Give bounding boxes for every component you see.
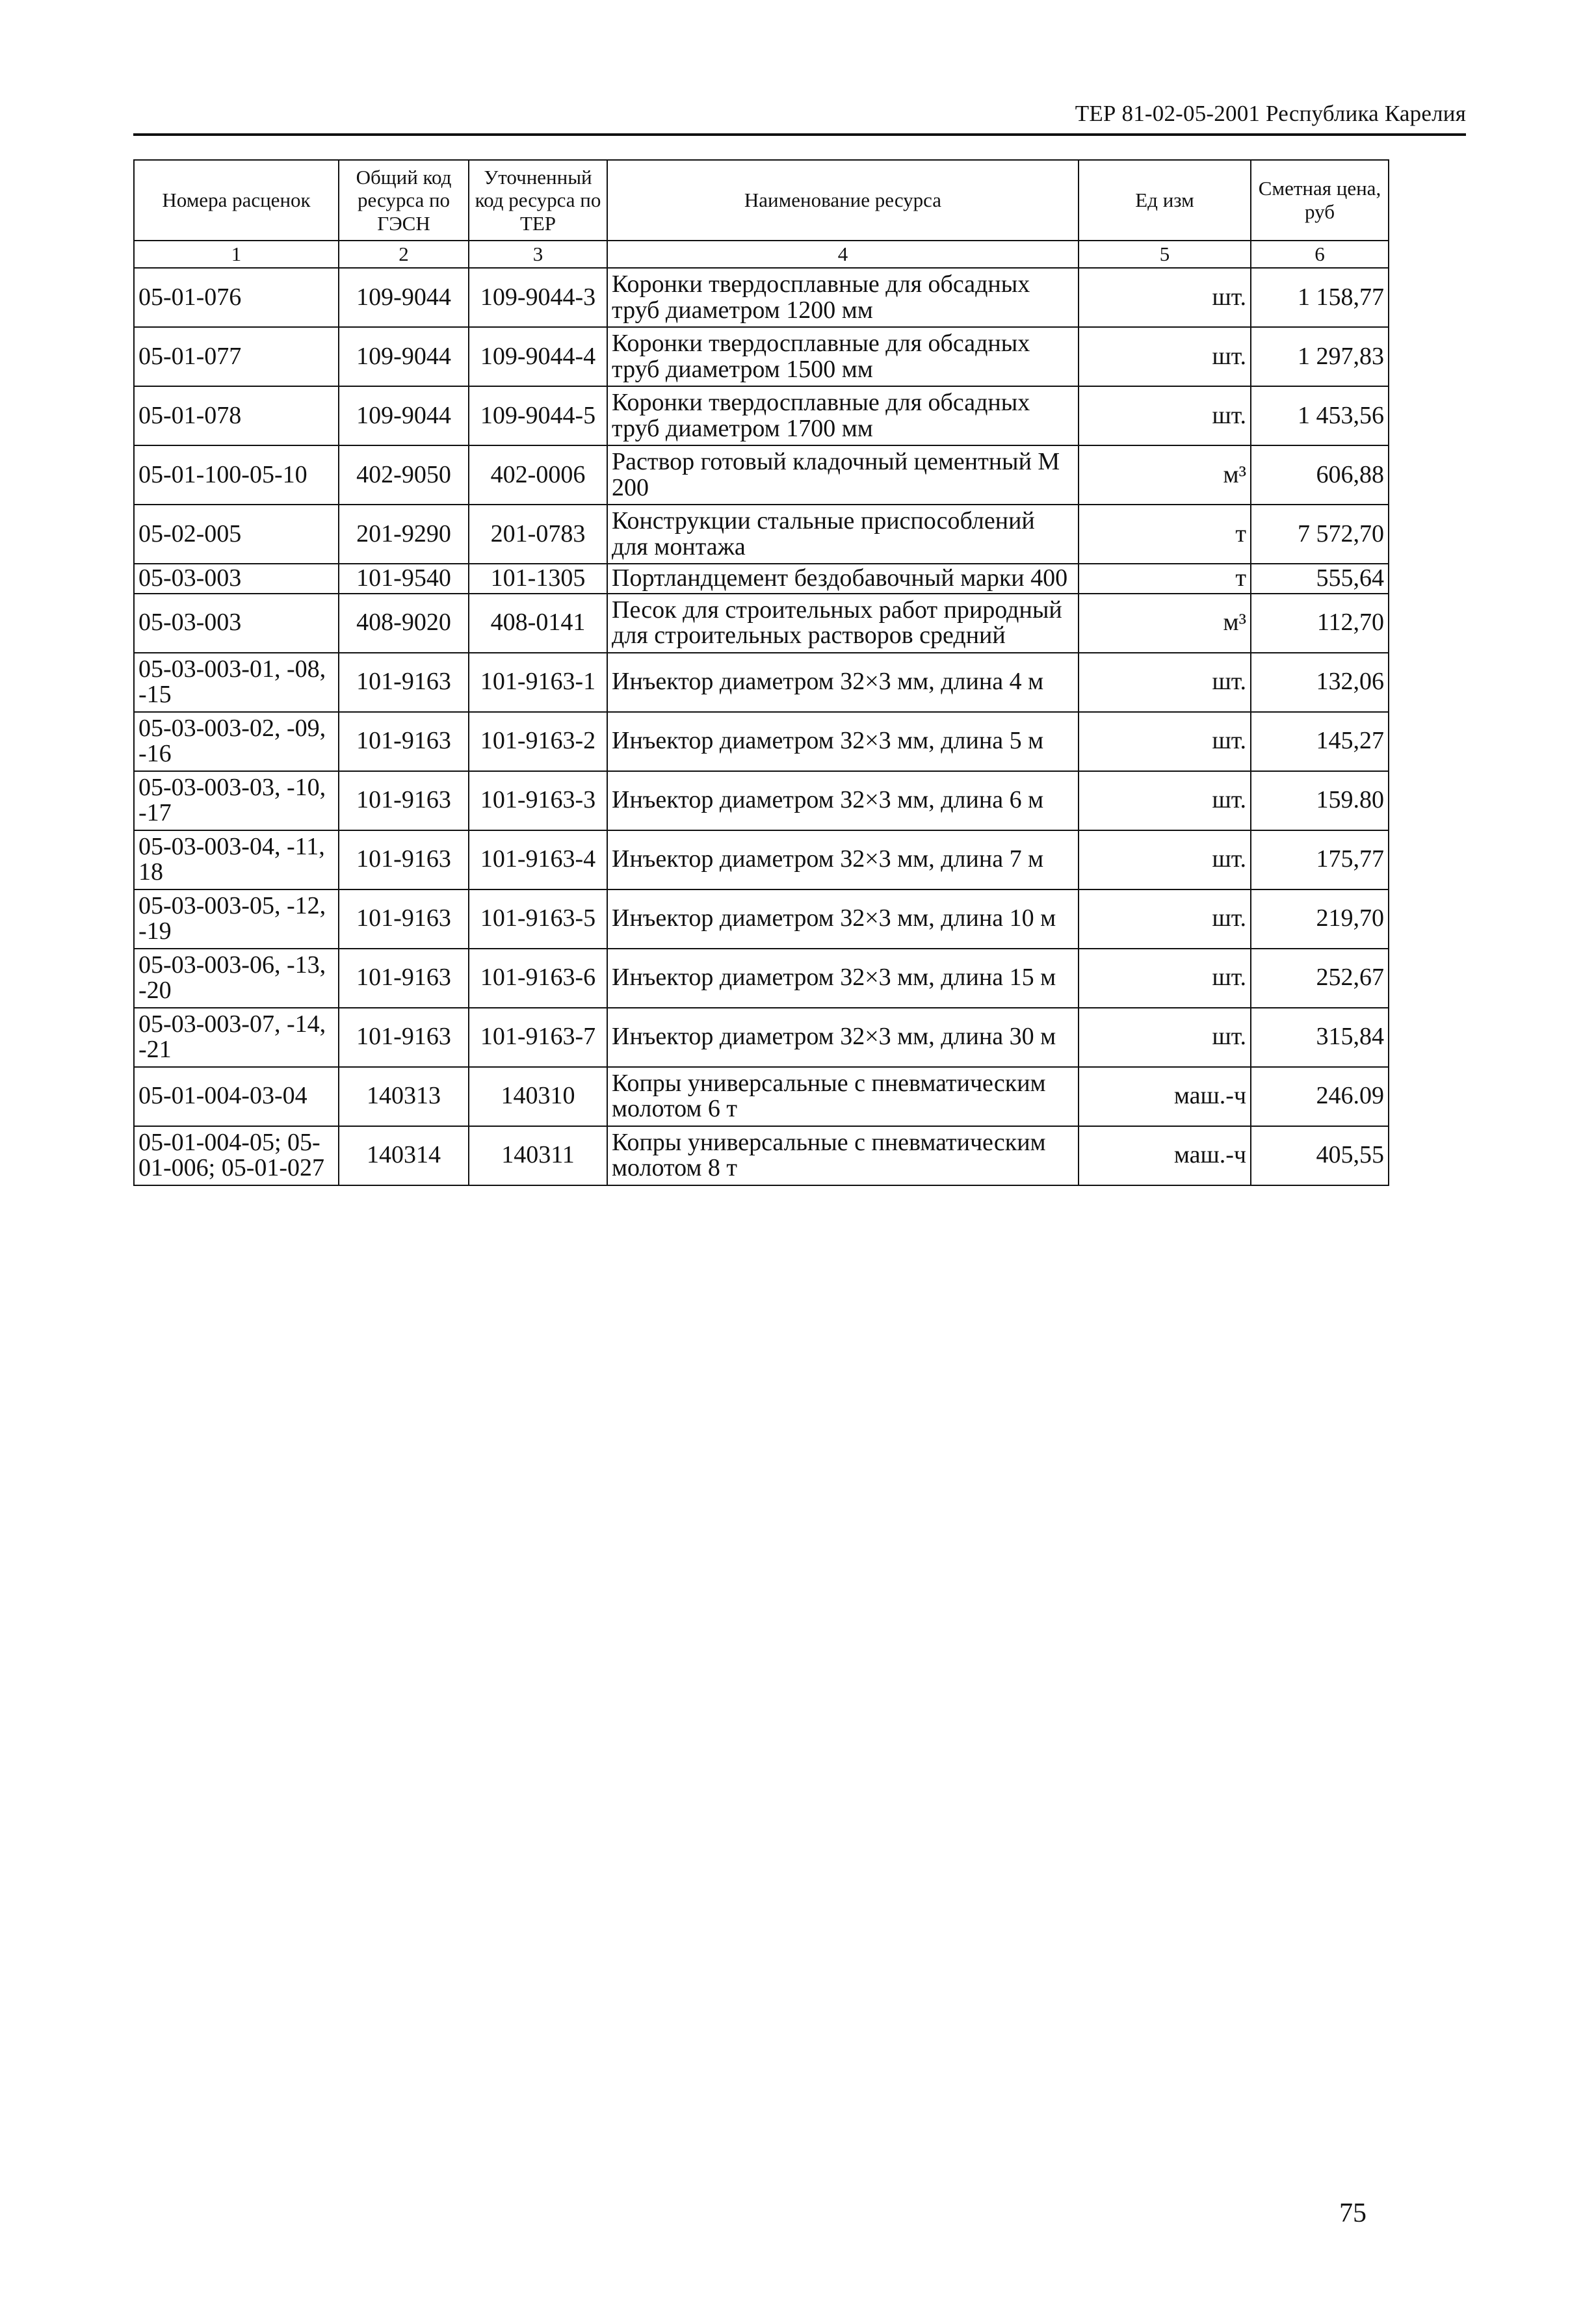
column-number: 6 bbox=[1251, 241, 1389, 268]
resource-name-cell: Коронки твердосплавные для обсадных труб диаметром 1700 мм bbox=[607, 386, 1079, 445]
price-cell: 145,27 bbox=[1251, 712, 1389, 771]
header-divider bbox=[133, 133, 1466, 136]
rate-code-cell: 05-01-004-03-04 bbox=[134, 1067, 339, 1126]
column-header: Наименование ресурса bbox=[607, 160, 1079, 241]
unit-cell: шт. bbox=[1079, 268, 1251, 327]
unit-cell: шт. bbox=[1079, 1008, 1251, 1067]
rate-code-cell: 05-03-003-05, -12, -19 bbox=[134, 889, 339, 949]
table-row bbox=[134, 830, 1389, 889]
gesn-code-cell: 408-9020 bbox=[339, 594, 469, 653]
ter-code-cell: 101-9163-4 bbox=[469, 830, 607, 889]
unit-cell: шт. bbox=[1079, 653, 1251, 712]
unit-cell: шт. bbox=[1079, 712, 1251, 771]
rate-code-cell: 05-03-003-01, -08, -15 bbox=[134, 653, 339, 712]
table-row bbox=[134, 712, 1389, 771]
table-row bbox=[134, 268, 1389, 327]
gesn-code-cell: 109-9044 bbox=[339, 268, 469, 327]
unit-cell: шт. bbox=[1079, 949, 1251, 1008]
column-number-row bbox=[134, 241, 1389, 268]
gesn-code-cell: 109-9044 bbox=[339, 386, 469, 445]
price-cell: 7 572,70 bbox=[1251, 505, 1389, 564]
gesn-code-cell: 101-9163 bbox=[339, 771, 469, 830]
rate-code-cell: 05-03-003 bbox=[134, 594, 339, 653]
rate-code-cell: 05-03-003-06, -13, -20 bbox=[134, 949, 339, 1008]
table-row bbox=[134, 327, 1389, 386]
table-row bbox=[134, 889, 1389, 949]
gesn-code-cell: 101-9163 bbox=[339, 889, 469, 949]
gesn-code-cell: 402-9050 bbox=[339, 445, 469, 505]
table-row bbox=[134, 1126, 1389, 1185]
price-cell: 1 453,56 bbox=[1251, 386, 1389, 445]
price-cell: 112,70 bbox=[1251, 594, 1389, 653]
price-cell: 159.80 bbox=[1251, 771, 1389, 830]
unit-cell: шт. bbox=[1079, 386, 1251, 445]
rate-code-cell: 05-01-076 bbox=[134, 268, 339, 327]
ter-code-cell: 101-9163-7 bbox=[469, 1008, 607, 1067]
rate-code-cell: 05-02-005 bbox=[134, 505, 339, 564]
table-row bbox=[134, 594, 1389, 653]
resources-table bbox=[133, 159, 1389, 1186]
rate-code-cell: 05-03-003-02, -09, -16 bbox=[134, 712, 339, 771]
resource-name-cell: Раствор готовый кладочный цементный М 200 bbox=[607, 445, 1079, 505]
price-cell: 132,06 bbox=[1251, 653, 1389, 712]
gesn-code-cell: 140313 bbox=[339, 1067, 469, 1126]
price-cell: 405,55 bbox=[1251, 1126, 1389, 1185]
ter-code-cell: 101-9163-5 bbox=[469, 889, 607, 949]
column-header: Сметная цена, руб bbox=[1251, 160, 1389, 241]
ter-code-cell: 101-1305 bbox=[469, 564, 607, 594]
ter-code-cell: 101-9163-6 bbox=[469, 949, 607, 1008]
table-row bbox=[134, 1067, 1389, 1126]
price-cell: 175,77 bbox=[1251, 830, 1389, 889]
column-header: Общий код ресурса по ГЭСН bbox=[339, 160, 469, 241]
resource-name-cell: Копры универсальные с пневматическим молотом 8 т bbox=[607, 1126, 1079, 1185]
resource-name-cell: Инъектор диаметром 32×3 мм, длина 10 м bbox=[607, 889, 1079, 949]
unit-cell: шт. bbox=[1079, 830, 1251, 889]
ter-code-cell: 109-9044-3 bbox=[469, 268, 607, 327]
table-row bbox=[134, 505, 1389, 564]
ter-code-cell: 201-0783 bbox=[469, 505, 607, 564]
resource-name-cell: Коронки твердосплавные для обсадных труб диаметром 1200 мм bbox=[607, 268, 1079, 327]
resource-name-cell: Инъектор диаметром 32×3 мм, длина 30 м bbox=[607, 1008, 1079, 1067]
price-cell: 219,70 bbox=[1251, 889, 1389, 949]
unit-cell: м³ bbox=[1079, 445, 1251, 505]
gesn-code-cell: 201-9290 bbox=[339, 505, 469, 564]
gesn-code-cell: 101-9163 bbox=[339, 949, 469, 1008]
unit-cell: т bbox=[1079, 505, 1251, 564]
rate-code-cell: 05-03-003-07, -14, -21 bbox=[134, 1008, 339, 1067]
column-number: 1 bbox=[134, 241, 339, 268]
unit-cell: шт. bbox=[1079, 889, 1251, 949]
ter-code-cell: 109-9044-4 bbox=[469, 327, 607, 386]
unit-cell: маш.-ч bbox=[1079, 1126, 1251, 1185]
rate-code-cell: 05-03-003 bbox=[134, 564, 339, 594]
gesn-code-cell: 101-9540 bbox=[339, 564, 469, 594]
price-cell: 315,84 bbox=[1251, 1008, 1389, 1067]
table-row bbox=[134, 386, 1389, 445]
column-header: Номера расценок bbox=[134, 160, 339, 241]
unit-cell: т bbox=[1079, 564, 1251, 594]
ter-code-cell: 140311 bbox=[469, 1126, 607, 1185]
table-row bbox=[134, 771, 1389, 830]
table-row bbox=[134, 653, 1389, 712]
rate-code-cell: 05-03-003-03, -10, -17 bbox=[134, 771, 339, 830]
resource-name-cell: Инъектор диаметром 32×3 мм, длина 5 м bbox=[607, 712, 1079, 771]
gesn-code-cell: 140314 bbox=[339, 1126, 469, 1185]
unit-cell: м³ bbox=[1079, 594, 1251, 653]
rate-code-cell: 05-01-004-05; 05-01-006; 05-01-027 bbox=[134, 1126, 339, 1185]
resource-name-cell: Портландцемент бездобавочный марки 400 bbox=[607, 564, 1079, 594]
resource-name-cell: Инъектор диаметром 32×3 мм, длина 6 м bbox=[607, 771, 1079, 830]
gesn-code-cell: 101-9163 bbox=[339, 830, 469, 889]
ter-code-cell: 402-0006 bbox=[469, 445, 607, 505]
price-cell: 246.09 bbox=[1251, 1067, 1389, 1126]
price-cell: 555,64 bbox=[1251, 564, 1389, 594]
document-header-title: ТЕР 81-02-05-2001 Республика Карелия bbox=[1075, 101, 1466, 126]
column-header: Уточненный код ресурса по ТЕР bbox=[469, 160, 607, 241]
rate-code-cell: 05-01-077 bbox=[134, 327, 339, 386]
ter-code-cell: 101-9163-3 bbox=[469, 771, 607, 830]
column-number: 5 bbox=[1079, 241, 1251, 268]
unit-cell: шт. bbox=[1079, 327, 1251, 386]
rate-code-cell: 05-01-078 bbox=[134, 386, 339, 445]
table-header-row bbox=[134, 160, 1389, 241]
resource-name-cell: Песок для строительных работ природный для строительных растворов средний bbox=[607, 594, 1079, 653]
gesn-code-cell: 101-9163 bbox=[339, 712, 469, 771]
price-cell: 606,88 bbox=[1251, 445, 1389, 505]
table-row bbox=[134, 445, 1389, 505]
column-header: Ед изм bbox=[1079, 160, 1251, 241]
column-number: 2 bbox=[339, 241, 469, 268]
rate-code-cell: 05-01-100-05-10 bbox=[134, 445, 339, 505]
price-cell: 1 158,77 bbox=[1251, 268, 1389, 327]
gesn-code-cell: 101-9163 bbox=[339, 653, 469, 712]
resource-name-cell: Инъектор диаметром 32×3 мм, длина 4 м bbox=[607, 653, 1079, 712]
rate-code-cell: 05-03-003-04, -11, 18 bbox=[134, 830, 339, 889]
resource-name-cell: Копры универсальные с пневматическим молотом 6 т bbox=[607, 1067, 1079, 1126]
resource-name-cell: Конструкции стальные приспособлений для монтажа bbox=[607, 505, 1079, 564]
column-number: 4 bbox=[607, 241, 1079, 268]
column-number: 3 bbox=[469, 241, 607, 268]
gesn-code-cell: 101-9163 bbox=[339, 1008, 469, 1067]
resource-name-cell: Коронки твердосплавные для обсадных труб диаметром 1500 мм bbox=[607, 327, 1079, 386]
table-row bbox=[134, 564, 1389, 594]
table-row bbox=[134, 1008, 1389, 1067]
ter-code-cell: 109-9044-5 bbox=[469, 386, 607, 445]
page-number: 75 bbox=[1339, 2198, 1367, 2228]
price-cell: 1 297,83 bbox=[1251, 327, 1389, 386]
resource-name-cell: Инъектор диаметром 32×3 мм, длина 15 м bbox=[607, 949, 1079, 1008]
unit-cell: шт. bbox=[1079, 771, 1251, 830]
gesn-code-cell: 109-9044 bbox=[339, 327, 469, 386]
resource-name-cell: Инъектор диаметром 32×3 мм, длина 7 м bbox=[607, 830, 1079, 889]
ter-code-cell: 101-9163-1 bbox=[469, 653, 607, 712]
ter-code-cell: 101-9163-2 bbox=[469, 712, 607, 771]
unit-cell: маш.-ч bbox=[1079, 1067, 1251, 1126]
ter-code-cell: 408-0141 bbox=[469, 594, 607, 653]
table-row bbox=[134, 949, 1389, 1008]
price-cell: 252,67 bbox=[1251, 949, 1389, 1008]
ter-code-cell: 140310 bbox=[469, 1067, 607, 1126]
